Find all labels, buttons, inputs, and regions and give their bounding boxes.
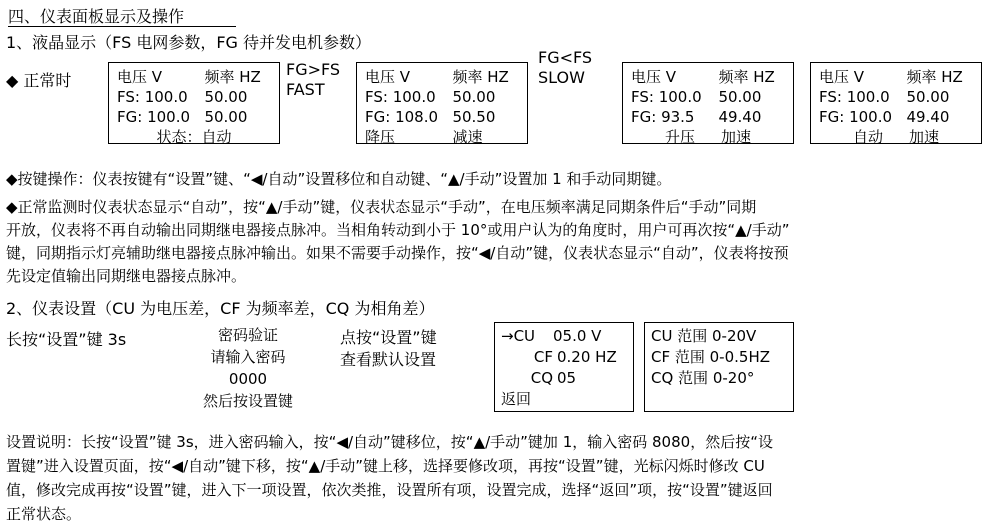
lcd-action-row — [819, 127, 973, 147]
lcd-fs-value: 50.00 — [452, 88, 496, 106]
setting-instructions-line-1: 设置说明：长按“设置”键 3s，进入密码输入，按“◀/自动”键移位，按“▲/手动”键加 1，输入密码 8080，然后按“设 — [6, 433, 773, 451]
lcd-display-heading: 1、液晶显示（FS 电网参数，FG 待并发电机参数） — [6, 33, 372, 52]
lcd-fg-value: 50.00 — [204, 108, 248, 126]
lcd-fs-label: FS: 100.0 — [365, 88, 436, 106]
condition-line-2: FAST — [286, 80, 325, 99]
settings-panel — [494, 322, 634, 412]
tap-line-1: 点按“设置”键 — [340, 328, 437, 347]
range-cf: CF 范围 0-0.5HZ — [651, 348, 771, 366]
setting-cu-value: 05.0 V — [553, 327, 602, 345]
condition-line-1: FG<FS — [538, 48, 593, 67]
lcd-header-frequency: 频率 HZ — [906, 68, 963, 86]
range-cu: CU 范围 0-20V — [651, 327, 757, 345]
lcd-panel-fg-greater-fs — [356, 62, 528, 144]
password-prompt: 请输入密码 — [210, 348, 286, 366]
paragraph-monitor-2: 开放，仪表将不再自动输出同期继电器接点脉冲。当相角转动到小于 10°或用户认为的角度时，用户可再次按“▲/手动” — [6, 221, 790, 239]
lcd-header-row — [631, 67, 785, 87]
lcd-header-voltage: 电压 V — [819, 68, 865, 86]
lcd-row-fg — [365, 107, 519, 127]
lcd-panel-auto-accelerate — [810, 62, 982, 144]
lcd-fs-value: 50.00 — [718, 88, 762, 106]
setting-row-back — [501, 389, 627, 410]
lcd-row-fs — [819, 87, 973, 107]
lcd-row-fs — [117, 87, 271, 107]
lcd-header-row — [117, 67, 271, 87]
lcd-row-fg — [631, 107, 785, 127]
setting-cq-name: CQ — [530, 369, 553, 387]
lcd-fs-label: FS: 100.0 — [819, 88, 890, 106]
range-cq: CQ 范围 0-20° — [651, 369, 755, 387]
range-panel — [644, 322, 794, 412]
password-entry-panel — [168, 322, 328, 410]
lcd-panel-normal — [108, 62, 280, 144]
lcd-status-text: 状态：自动 — [156, 128, 232, 146]
lcd-fs-value: 50.00 — [204, 88, 248, 106]
lcd-fg-label: FG: 93.5 — [631, 108, 695, 126]
lcd-action-frequency: 减速 — [452, 128, 483, 146]
lcd-fg-label: FG: 100.0 — [117, 108, 191, 126]
tap-setting-label — [340, 327, 437, 371]
setting-cf-name: CF — [533, 348, 553, 366]
setting-instructions-line-2: 置键”进入设置页面，按“◀/自动”键下移，按“▲/手动”键上移，选择要修改项，再按“设置”键，光标闪烁时修改 CU — [6, 457, 765, 475]
section-2-heading: 2、仪表设置（CU 为电压差，CF 为频率差，CQ 为相角差） — [6, 299, 435, 318]
lcd-fg-value: 49.40 — [718, 108, 762, 126]
lcd-action-voltage: 降压 — [365, 128, 396, 146]
lcd-header-frequency: 频率 HZ — [718, 68, 775, 86]
lcd-panel-fg-less-fs — [622, 62, 794, 144]
setting-cq-value: 05 — [557, 369, 577, 387]
paragraph-key-operation: ◆按键操作：仪表按键有“设置”键、“◀/自动”设置移位和自动键、“▲/手动”设置加 1 和手动同期键。 — [6, 170, 672, 188]
condition-fg-less-fs — [538, 48, 592, 88]
lcd-header-voltage: 电压 V — [365, 68, 411, 86]
condition-line-1: FG>FS — [286, 60, 341, 79]
normal-state-label: ◆ 正常时 — [6, 71, 72, 90]
lcd-action-row — [365, 127, 519, 147]
condition-line-2: SLOW — [538, 68, 585, 87]
setting-instructions-line-3: 值，修改完成再按“设置”键，进入下一项设置，依次类推，设置所有项，设置完成，选择“返回”项，按“设置”键返回 — [6, 481, 773, 499]
lcd-fg-label: FG: 100.0 — [819, 108, 893, 126]
lcd-fg-label: FG: 108.0 — [365, 108, 439, 126]
paragraph-monitor-1: ◆正常监测时仪表状态显示“自动”，按“▲/手动”键，仪表状态显示“手动”，在电压频率满足同期条件后“手动”同期 — [6, 198, 757, 216]
password-hint: 然后按设置键 — [202, 392, 293, 410]
lcd-row-fs — [365, 87, 519, 107]
setting-row-cq — [501, 368, 627, 389]
lcd-action-frequency: 加速 — [909, 128, 940, 146]
cursor-arrow-icon: → — [501, 327, 514, 345]
section-4-heading: 四、仪表面板显示及操作 — [8, 7, 185, 26]
lcd-fs-label: FS: 100.0 — [117, 88, 188, 106]
setting-cu-name: CU — [513, 327, 536, 345]
lcd-header-voltage: 电压 V — [117, 68, 163, 86]
condition-fg-greater-fs — [286, 60, 340, 100]
lcd-header-voltage: 电压 V — [631, 68, 677, 86]
paragraph-monitor-4: 先设定值输出同期继电器接点脉冲。 — [6, 267, 247, 285]
tap-line-2: 查看默认设置 — [340, 350, 437, 369]
long-press-label: 长按“设置”键 3s — [6, 330, 127, 349]
setting-back-label: 返回 — [501, 390, 532, 408]
lcd-row-fg — [819, 107, 973, 127]
lcd-action-frequency: 加速 — [721, 128, 752, 146]
lcd-row-fs — [631, 87, 785, 107]
lcd-fg-value: 49.40 — [906, 108, 950, 126]
lcd-status-row — [117, 127, 271, 147]
lcd-header-frequency: 频率 HZ — [452, 68, 509, 86]
lcd-header-row — [819, 67, 973, 87]
heading-underline — [8, 26, 236, 27]
lcd-fs-value: 50.00 — [906, 88, 950, 106]
setting-cf-value: 0.20 HZ — [557, 348, 617, 366]
setting-instructions-line-4: 正常状态。 — [6, 505, 82, 523]
lcd-action-row — [631, 127, 785, 147]
lcd-header-row — [365, 67, 519, 87]
setting-row-cf — [501, 347, 627, 368]
setting-instructions — [6, 430, 773, 526]
lcd-action-voltage: 升压 — [664, 128, 695, 146]
lcd-fs-label: FS: 100.0 — [631, 88, 702, 106]
lcd-header-frequency: 频率 HZ — [204, 68, 261, 86]
lcd-row-fg — [117, 107, 271, 127]
lcd-fg-value: 50.50 — [452, 108, 496, 126]
paragraph-monitor-3: 键，同期指示灯亮辅助继电器接点脉冲输出。如果不需要手动操作，按“◀/自动”键，仪表状态显示“自动”，仪表将按预 — [6, 244, 789, 262]
lcd-action-mode: 自动 — [852, 128, 883, 146]
setting-cu-key — [501, 326, 553, 347]
password-title: 密码验证 — [217, 326, 278, 344]
password-value: 0000 — [228, 370, 268, 388]
setting-row-cu — [501, 326, 627, 347]
